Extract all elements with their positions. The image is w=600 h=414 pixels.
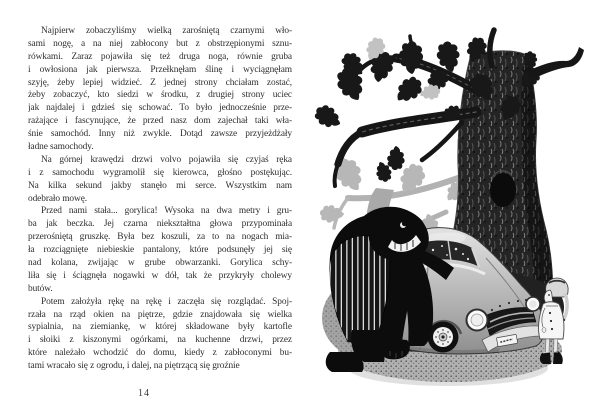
car-headlight-right (526, 297, 540, 311)
girl-braid (564, 293, 567, 319)
tree-hollow (490, 173, 516, 207)
right-page (300, 0, 600, 414)
gorilla-boot-left (326, 352, 364, 372)
text-line: jak najdalej i gdzieś się schować. To było jednocześnie prze- (28, 103, 292, 114)
text-line: i słoiki z kiszonymi ogórkami, na kuchenne drzwi, przez (28, 335, 292, 346)
text-line: sypialnia, na ziemiankę, w której składowane były kartofle (28, 322, 292, 333)
text-line: tami wracało się z ogrodu, i dalej, na piętrzącą się groźnie (28, 361, 240, 372)
text-line: i owłosiona jak pierwsza. Przełknęłam ślinę i wyciągnęłam (28, 64, 292, 75)
text-line: Na kilka sekund jakby stanęło mi serce. Wszystkim nam (28, 180, 292, 191)
text-line: rzała na rząd okien na piętrze, gdzie znajdowała się wielka (28, 309, 292, 320)
car-headlight-left (467, 310, 488, 331)
text-line: ba jak beczka. Jej czarna niekształtna głowa przypominała (28, 219, 292, 230)
page-number: 14 (138, 388, 150, 399)
oak-tree-gorilla-illustration (300, 0, 600, 414)
girl-boot-left (540, 352, 551, 364)
text-line: odebrało mowę. (28, 193, 87, 204)
text-line: ła rozciągnięte niebieskie pantalony, które podsunęły jej się (28, 245, 292, 256)
text-line: i z samochodu wygramolił się kierowca, głośno postękując. (28, 167, 292, 178)
text-line: nad kolana, zwijając w grube obwarzanki. Gorylica schy- (28, 258, 292, 269)
text-line: Przed nami stała... gorylica! Wysoka na dwa metry i gru- (41, 206, 292, 217)
text-line: które należało wchodzić do domu, kiedy z zabłoconymi bu- (28, 348, 292, 359)
text-line: szyję, żeby lepiej widzieć. Z jednej strony chciałam zostać, (28, 77, 292, 88)
text-line: liła się i ściągnęła nogawki w dół, tak że przykryły cholewy (28, 270, 292, 281)
text-line: przerośniętą gruszkę. Była bez koszuli, za to na nogach mia- (28, 232, 292, 243)
text-line: Potem założyła rękę na rękę i zaczęła się rozglądać. Spoj- (41, 296, 292, 307)
text-line: butów. (28, 283, 53, 294)
text-line: żeby zobaczyć, kto siedzi w środku, z drugiej strony uciec (28, 90, 292, 101)
text-line: Najpierw zobaczyliśmy wielką zarośniętą czarnymi wło- (41, 26, 292, 36)
text-line: sami nogę, a na niej zabłocony but z obstrzępionymi sznu- (28, 38, 292, 49)
text-line: ładne samochody. (28, 142, 94, 153)
text-line: rażające i fascynujące, że przed nasz dom zajechał taki wła- (28, 116, 292, 127)
text-block (28, 25, 292, 373)
text-line: Na górnej krawędzi drzwi volvo pojawiła się czyjaś ręka (41, 154, 292, 165)
text-line: śnie samochód. Inny niż zwykle. Dotąd zawsze przyjeżdżały (28, 129, 292, 140)
text-line: rówkami. Zaraz pojawiła się też druga noga, równie gruba (28, 51, 292, 62)
